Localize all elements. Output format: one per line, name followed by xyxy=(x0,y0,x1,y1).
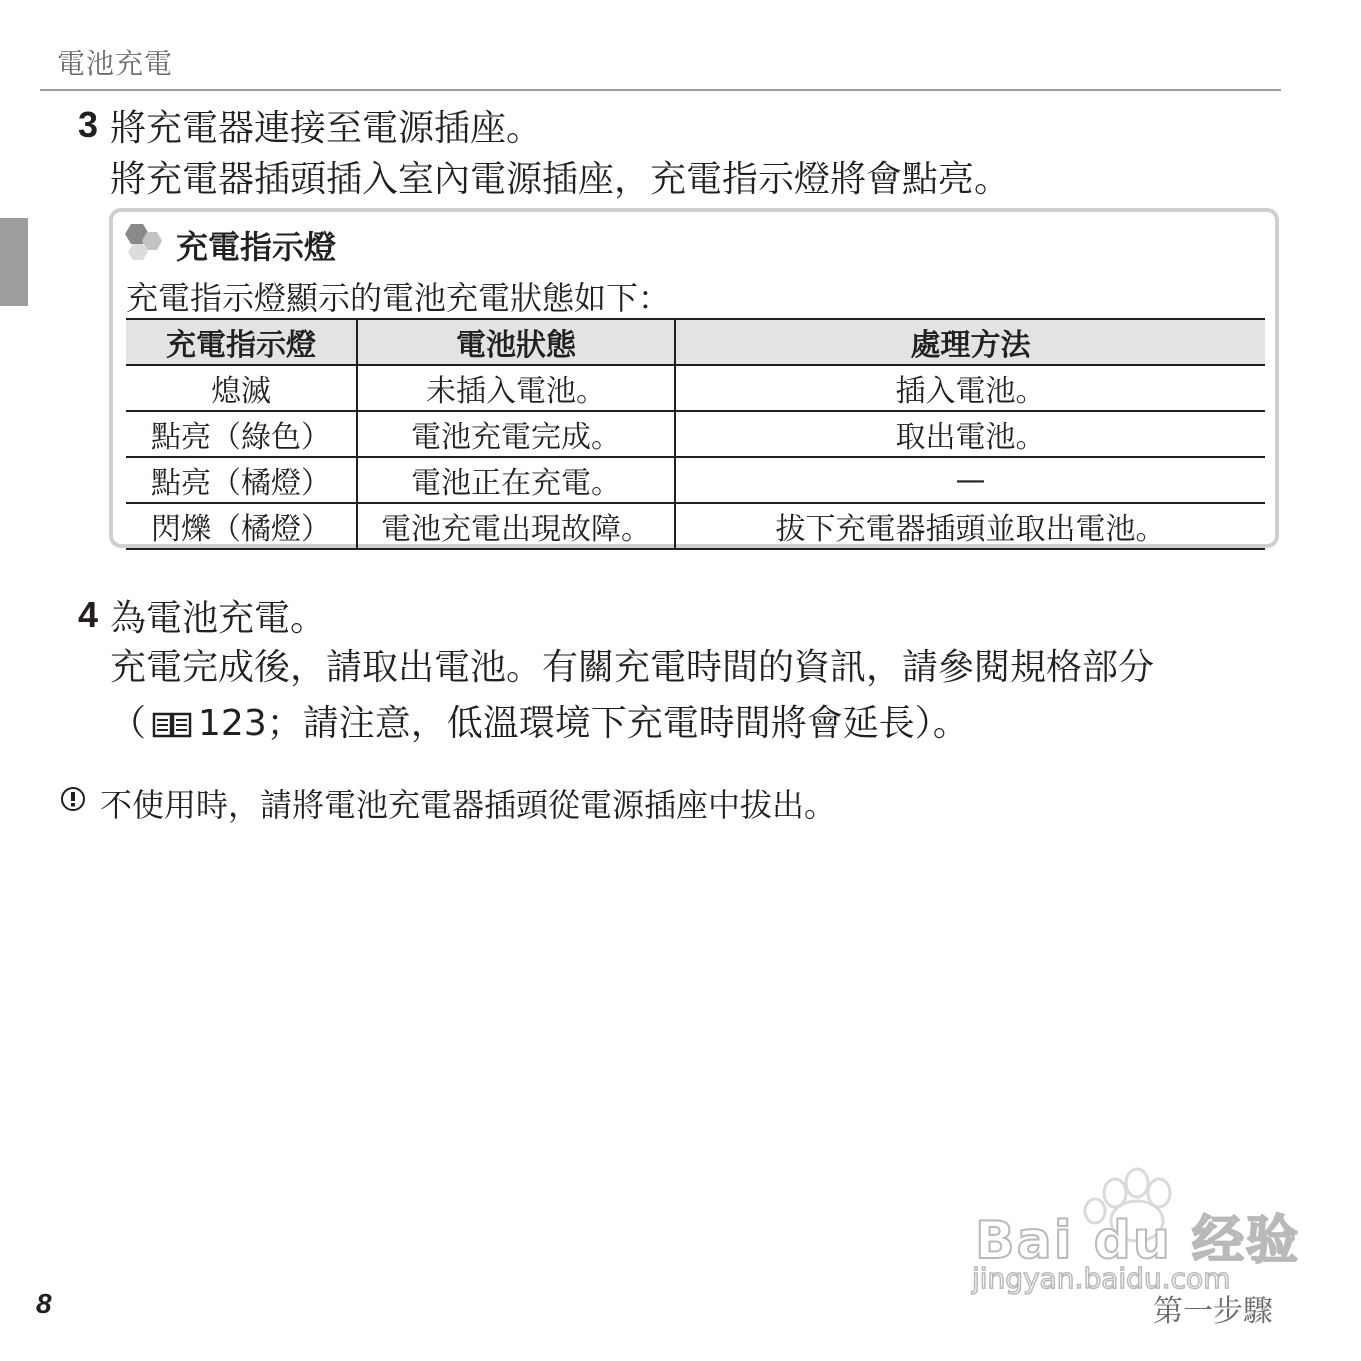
charging-status-table xyxy=(126,318,1265,550)
step-3-body: 將充電器插頭插入室內電源插座，充電指示燈將會點亮。 xyxy=(110,159,1011,200)
table-row xyxy=(126,365,1265,411)
footer-section-title: 第一步驟 xyxy=(1153,1294,1273,1329)
step-4-body xyxy=(110,640,1280,752)
table-cell: — xyxy=(675,457,1265,503)
table-cell: 電池充電完成。 xyxy=(357,411,675,457)
table-header-cell: 充電指示燈 xyxy=(126,319,357,365)
note-title: 充電指示燈 xyxy=(176,228,337,266)
page-header-title: 電池充電 xyxy=(57,47,174,80)
page-reference: 123 xyxy=(198,703,267,744)
table-cell: 電池正在充電。 xyxy=(357,457,675,503)
step-4-title: 為電池充電。 xyxy=(110,598,327,639)
step-4-body-line-2-text: ；請注意，低溫環境下充電時間將會延長）。 xyxy=(266,703,969,744)
step-4-body-line-2 xyxy=(110,696,1280,752)
note-hexagon-icon xyxy=(125,222,167,262)
table-cell: 點亮（橘燈） xyxy=(126,457,357,503)
table-cell: 拔下充電器插頭並取出電池。 xyxy=(675,503,1265,549)
table-cell: 未插入電池。 xyxy=(357,365,675,411)
book-icon xyxy=(152,711,192,739)
table-cell: 電池充電出現故障。 xyxy=(357,503,675,549)
step-4-number: 4 xyxy=(78,594,99,635)
table-header-row xyxy=(126,319,1265,365)
page-number: 8 xyxy=(36,1288,52,1319)
table-cell: 點亮（綠色） xyxy=(126,411,357,457)
table-row xyxy=(126,411,1265,457)
watermark-url: jingyan.baidu.com xyxy=(972,1262,1231,1295)
table-row xyxy=(126,457,1265,503)
chapter-side-tab xyxy=(0,218,28,306)
table-cell: 插入電池。 xyxy=(675,365,1265,411)
watermark-brand: Bai du 经验 xyxy=(975,1211,1300,1271)
caution-icon xyxy=(60,786,86,812)
step-3-title: 將充電器連接至電源插座。 xyxy=(110,108,543,149)
header-divider xyxy=(40,89,1281,91)
caution-text: 不使用時，請將電池充電器插頭從電源插座中拔出。 xyxy=(100,786,837,824)
table-cell: 取出電池。 xyxy=(675,411,1265,457)
table-header-cell: 電池狀態 xyxy=(357,319,675,365)
step-3-number: 3 xyxy=(78,104,99,145)
table-cell: 熄滅 xyxy=(126,365,357,411)
note-description: 充電指示燈顯示的電池充電狀態如下： xyxy=(126,279,671,317)
table-row xyxy=(126,503,1265,549)
table-header-cell: 處理方法 xyxy=(675,319,1265,365)
paren-open: （ xyxy=(110,703,147,744)
step-4-body-line-1: 充電完成後，請取出電池。有關充電時間的資訊，請參閱規格部分 xyxy=(110,647,1155,688)
table-cell: 閃爍（橘燈） xyxy=(151,512,331,547)
